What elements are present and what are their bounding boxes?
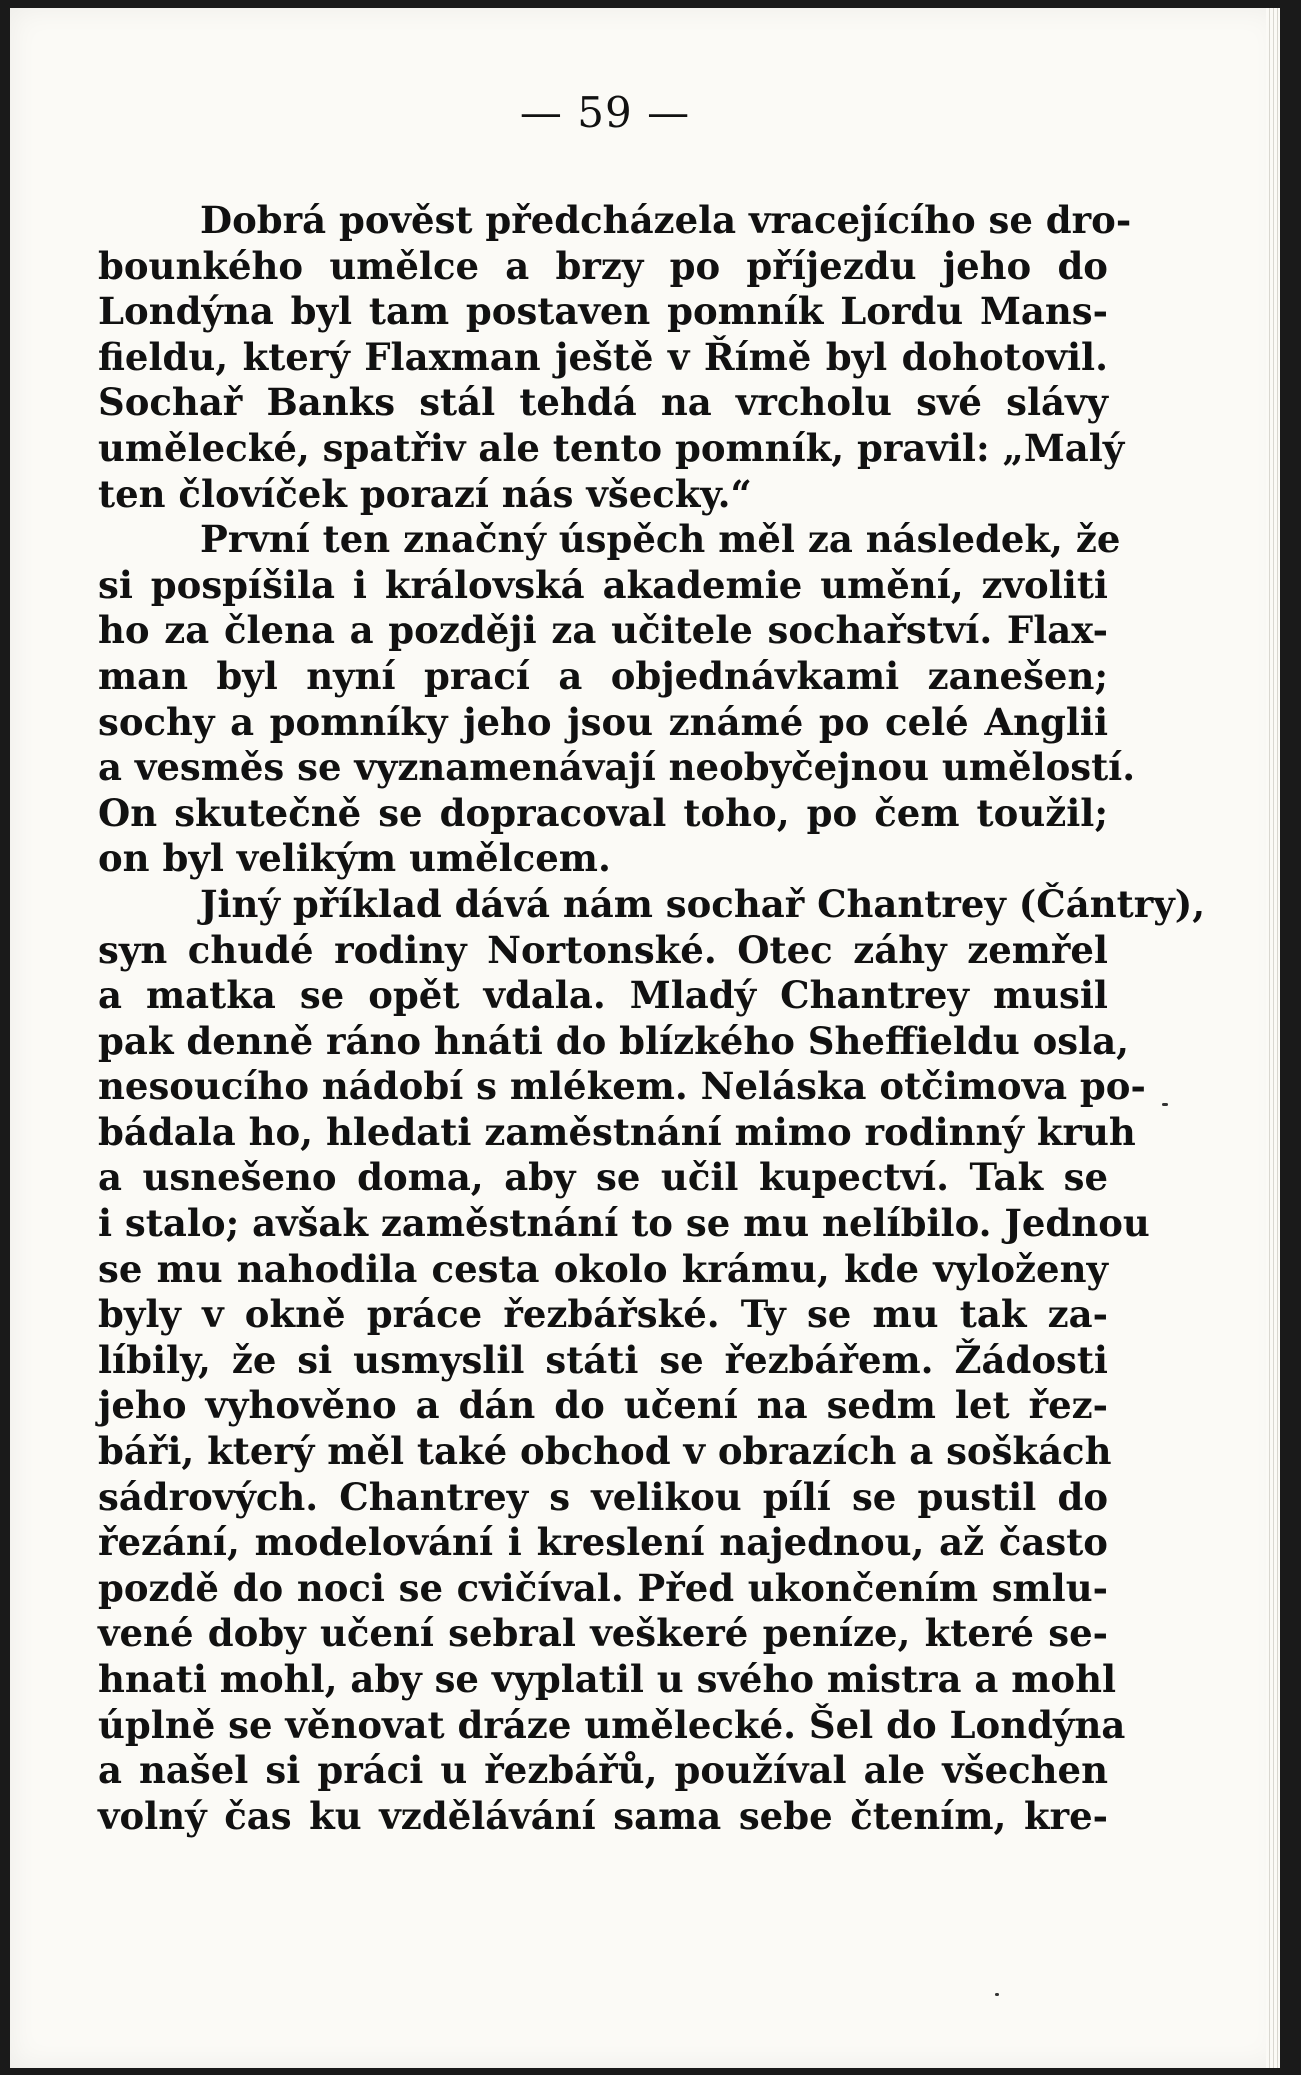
text-line: Londýna byl tam postaven pomník Lordu Mans- [98,289,1108,334]
text-line: Dobrá pověst předcházela vracejícího se dro- [200,198,1132,242]
text-line: První ten značný úspěch měl za následek, že [200,517,1121,562]
text-line: bounkého umělce a brzy po příjezdu jeho do [98,243,1108,288]
text-line: fieldu, který Flaxman ještě v Římě byl dohotovil. [98,334,1108,379]
text-line: byly v okně práce řezbářské. Ty se mu tak za- [98,1292,1108,1337]
text-line: Sochař Banks stál tehdá na vrcholu své slávy [98,380,1108,425]
text-line: volný čas ku vzdělávání sama sebe čtením, kre- [98,1793,1108,1838]
text-line: nesoucího nádobí s mlékem. Neláska otčimova po- [98,1064,1146,1109]
text-line: pozdě do noci se cvičíval. Před ukončením smlu- [98,1565,1108,1610]
text-line: jeho vyhověno a dán do učení na sedm let řez- [98,1383,1108,1428]
text-line: i stalo; avšak zaměstnání to se mu nelíbilo. Jednou [98,1201,1150,1246]
text-line: řezání, modelování i kreslení najednou, až často [98,1520,1108,1565]
text-line: ho za člena a později za učitele sochařství. Flax- [98,608,1108,653]
text-line: ten človíček porazí nás všecky.“ [98,471,752,516]
text-line: úplně se věnovat dráze umělecké. Šel do Londýna [98,1702,1126,1747]
text-line: a usnešeno doma, aby se učil kupectví. Tak se [98,1155,1108,1200]
print-speck [995,1993,999,1996]
text-line: on byl velikým umělcem. [98,836,611,881]
page-edge [1266,8,1280,2068]
text-line: pak denně ráno hnáti do blízkého Sheffieldu osla, [98,1018,1130,1063]
text-line: sochy a pomníky jeho jsou známé po celé Anglii [98,699,1108,744]
text-line: sádrových. Chantrey s velikou pílí se pustil do [98,1474,1108,1519]
text-line: báři, který měl také obchod v obrazích a soškách [98,1429,1112,1474]
text-line: a vesměs se vyznamenávají neobyčejnou umělostí. [98,745,1136,790]
text-line: hnati mohl, aby se vyplatil u svého mistra a mohl [98,1657,1117,1701]
text-line: man byl nyní prací a objednávkami zanešen; [98,653,1108,698]
text-line: vené doby učení sebral veškeré peníze, které se- [98,1611,1108,1656]
text-line: se mu nahodila cesta okolo krámu, kde vyloženy [98,1246,1108,1291]
text-line: bádala ho, hledati zaměstnání mimo rodinný kruh [98,1109,1136,1154]
text-line: Jiný příklad dává nám sochař Chantrey (Čántry), [200,881,1206,926]
text-line: si pospíšila i královská akademie umění, zvoliti [98,562,1108,607]
print-speck [1162,1103,1168,1106]
text-line: umělecké, spatřiv ale tento pomník, pravil: „Malý [98,425,1125,470]
page-number: — 59 — [519,88,691,137]
book-page [10,8,1280,2068]
text-line: líbily, že si usmyslil státi se řezbářem. Žádosti [98,1337,1108,1382]
text-line: a matka se opět vdala. Mladý Chantrey musil [98,973,1108,1018]
body-text [98,198,1206,1839]
text-line: On skutečně se dopracoval toho, po čem toužil; [98,790,1108,835]
text-line: syn chudé rodiny Nortonské. Otec záhy zemřel [98,927,1108,972]
text-line: a našel si práci u řezbářů, používal ale všechen [98,1748,1108,1793]
